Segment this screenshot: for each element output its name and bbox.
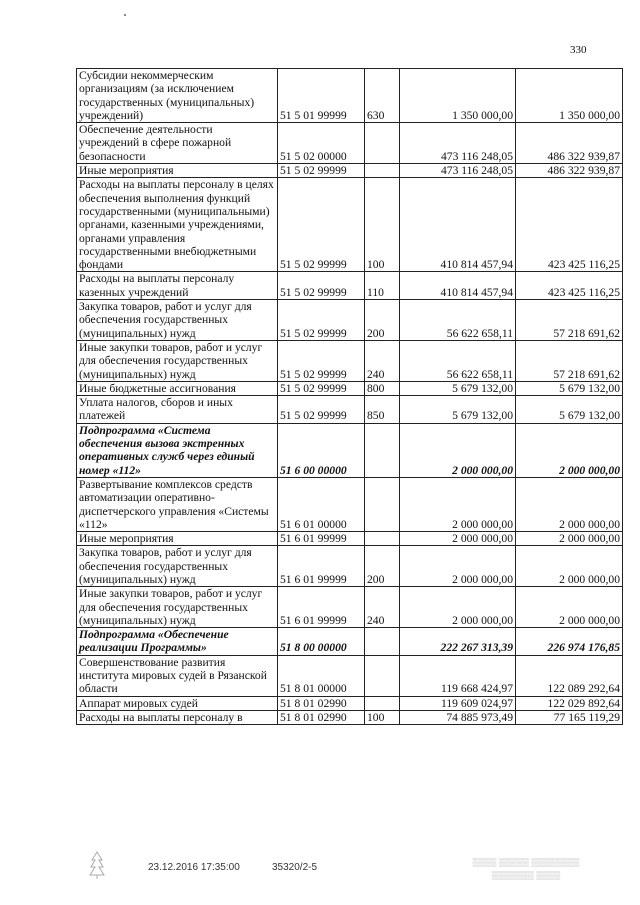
row-name: Подпрограмма «Обеспечение реализации Программы» <box>77 628 278 656</box>
row-amount-year2: 2 000 000,00 <box>516 477 623 531</box>
row-expense-type <box>365 164 400 178</box>
row-expense-type <box>365 477 400 531</box>
table-row <box>77 655 623 696</box>
budget-table-body <box>77 69 623 725</box>
row-amount-year2: 423 425 116,25 <box>516 178 623 272</box>
row-amount-year1: 222 267 313,39 <box>400 628 516 656</box>
table-row <box>77 477 623 531</box>
table-row <box>77 423 623 477</box>
row-amount-year1: 119 668 424,97 <box>400 655 516 696</box>
emblem-icon <box>86 850 108 880</box>
row-amount-year2: 122 029 892,64 <box>516 696 623 710</box>
row-amount-year1: 473 116 248,05 <box>400 123 516 164</box>
table-row <box>77 178 623 272</box>
row-amount-year1: 56 622 658,11 <box>400 300 516 341</box>
row-amount-year2: 5 679 132,00 <box>516 396 623 424</box>
row-amount-year1: 2 000 000,00 <box>400 477 516 531</box>
row-code: 51 6 01 99999 <box>278 546 365 587</box>
row-name: Аппарат мировых судей <box>77 696 278 710</box>
row-code: 51 6 01 99999 <box>278 532 365 546</box>
table-row <box>77 696 623 710</box>
row-expense-type: 800 <box>365 381 400 395</box>
table-row <box>77 123 623 164</box>
footer-doc-number: 35320/2-5 <box>272 862 318 873</box>
table-row <box>77 272 623 300</box>
row-amount-year2: 2 000 000,00 <box>516 423 623 477</box>
row-amount-year2: 226 974 176,85 <box>516 628 623 656</box>
row-code: 51 8 01 00000 <box>278 655 365 696</box>
row-amount-year2: 77 165 119,29 <box>516 710 623 724</box>
table-row <box>77 587 623 628</box>
row-expense-type <box>365 696 400 710</box>
scan-speck <box>124 14 126 16</box>
row-name: Иные мероприятия <box>77 532 278 546</box>
table-row <box>77 381 623 395</box>
page-number: 330 <box>570 44 587 56</box>
budget-table <box>76 68 623 725</box>
row-code: 51 5 02 99999 <box>278 396 365 424</box>
row-name: Субсидии некоммерческим организациям (за исключением государственных (муниципальных) учреждений) <box>77 69 278 123</box>
row-name: Обеспечение деятельности учреждений в сфере пожарной безопасности <box>77 123 278 164</box>
row-expense-type: 100 <box>365 178 400 272</box>
row-expense-type: 240 <box>365 587 400 628</box>
row-amount-year1: 2 000 000,00 <box>400 423 516 477</box>
row-amount-year1: 74 885 973,49 <box>400 710 516 724</box>
table-row <box>77 532 623 546</box>
row-amount-year1: 2 000 000,00 <box>400 546 516 587</box>
row-amount-year1: 119 609 024,97 <box>400 696 516 710</box>
table-row <box>77 546 623 587</box>
table-row <box>77 710 623 724</box>
row-code: 51 5 02 99999 <box>278 340 365 381</box>
row-name: Расходы на выплаты персоналу в <box>77 710 278 724</box>
row-code: 51 8 00 00000 <box>278 628 365 656</box>
row-amount-year1: 5 679 132,00 <box>400 396 516 424</box>
row-code: 51 5 02 99999 <box>278 300 365 341</box>
table-row <box>77 69 623 123</box>
row-expense-type: 100 <box>365 710 400 724</box>
table-row <box>77 396 623 424</box>
row-name: Иные закупки товаров, работ и услуг для обеспечения государственных (муниципальных) нужд <box>77 340 278 381</box>
row-code: 51 5 02 99999 <box>278 381 365 395</box>
row-expense-type: 240 <box>365 340 400 381</box>
table-row <box>77 164 623 178</box>
row-code: 51 5 02 99999 <box>278 272 365 300</box>
row-code: 51 5 02 99999 <box>278 164 365 178</box>
row-code: 51 5 01 99999 <box>278 69 365 123</box>
row-name: Расходы на выплаты персоналу казенных учреждений <box>77 272 278 300</box>
row-name: Развертывание комплексов средств автоматизации оперативно-диспетчерского управления «Системы «112» <box>77 477 278 531</box>
row-amount-year2: 57 218 691,62 <box>516 300 623 341</box>
row-name: Иные бюджетные ассигнования <box>77 381 278 395</box>
row-expense-type: 630 <box>365 69 400 123</box>
row-amount-year1: 410 814 457,94 <box>400 272 516 300</box>
row-amount-year1: 56 622 658,11 <box>400 340 516 381</box>
row-code: 51 8 01 02990 <box>278 710 365 724</box>
row-name: Совершенствование развития института мировых судей в Рязанской области <box>77 655 278 696</box>
row-amount-year2: 486 322 939,87 <box>516 164 623 178</box>
table-row <box>77 300 623 341</box>
row-code: 51 5 02 99999 <box>278 178 365 272</box>
row-expense-type: 200 <box>365 300 400 341</box>
row-name: Уплата налогов, сборов и иных платежей <box>77 396 278 424</box>
row-amount-year2: 486 322 939,87 <box>516 123 623 164</box>
row-amount-year2: 2 000 000,00 <box>516 532 623 546</box>
row-expense-type <box>365 655 400 696</box>
row-amount-year1: 2 000 000,00 <box>400 587 516 628</box>
row-code: 51 6 01 99999 <box>278 587 365 628</box>
row-name: Расходы на выплаты персоналу в целях обеспечения выполнения функций государственными (муниципальными) органами, казенными учреждениями, органами управления государственными внебюджетными фондами <box>77 178 278 272</box>
row-expense-type <box>365 423 400 477</box>
footer-date: 23.12.2016 17:35:00 <box>148 862 240 873</box>
row-code: 51 5 02 00000 <box>278 123 365 164</box>
table-row <box>77 340 623 381</box>
row-expense-type: 200 <box>365 546 400 587</box>
table-row <box>77 628 623 656</box>
row-amount-year1: 473 116 248,05 <box>400 164 516 178</box>
row-amount-year2: 2 000 000,00 <box>516 546 623 587</box>
row-amount-year2: 1 350 000,00 <box>516 69 623 123</box>
row-name: Закупка товаров, работ и услуг для обеспечения государственных (муниципальных) нужд <box>77 300 278 341</box>
row-amount-year1: 5 679 132,00 <box>400 381 516 395</box>
row-amount-year2: 5 679 132,00 <box>516 381 623 395</box>
row-expense-type <box>365 532 400 546</box>
row-expense-type: 850 <box>365 396 400 424</box>
footer-faint-stamp: ▒▒▒▒ ▒▒▒▒▒ ▒▒▒▒▒▒▒▒ ▒▒▒▒▒▒▒ ▒▒▒▒ <box>472 857 580 880</box>
row-name: Подпрограмма «Система обеспечения вызова экстренных оперативных служб через единый номер «112» <box>77 423 278 477</box>
row-amount-year1: 2 000 000,00 <box>400 532 516 546</box>
row-amount-year2: 423 425 116,25 <box>516 272 623 300</box>
row-expense-type: 110 <box>365 272 400 300</box>
row-code: 51 6 00 00000 <box>278 423 365 477</box>
row-amount-year1: 1 350 000,00 <box>400 69 516 123</box>
row-name: Иные закупки товаров, работ и услуг для обеспечения государственных (муниципальных) нужд <box>77 587 278 628</box>
row-code: 51 8 01 02990 <box>278 696 365 710</box>
row-amount-year2: 57 218 691,62 <box>516 340 623 381</box>
row-expense-type <box>365 123 400 164</box>
row-name: Иные мероприятия <box>77 164 278 178</box>
row-amount-year2: 2 000 000,00 <box>516 587 623 628</box>
row-code: 51 6 01 00000 <box>278 477 365 531</box>
row-name: Закупка товаров, работ и услуг для обеспечения государственных (муниципальных) нужд <box>77 546 278 587</box>
row-amount-year2: 122 089 292,64 <box>516 655 623 696</box>
row-expense-type <box>365 628 400 656</box>
row-amount-year1: 410 814 457,94 <box>400 178 516 272</box>
